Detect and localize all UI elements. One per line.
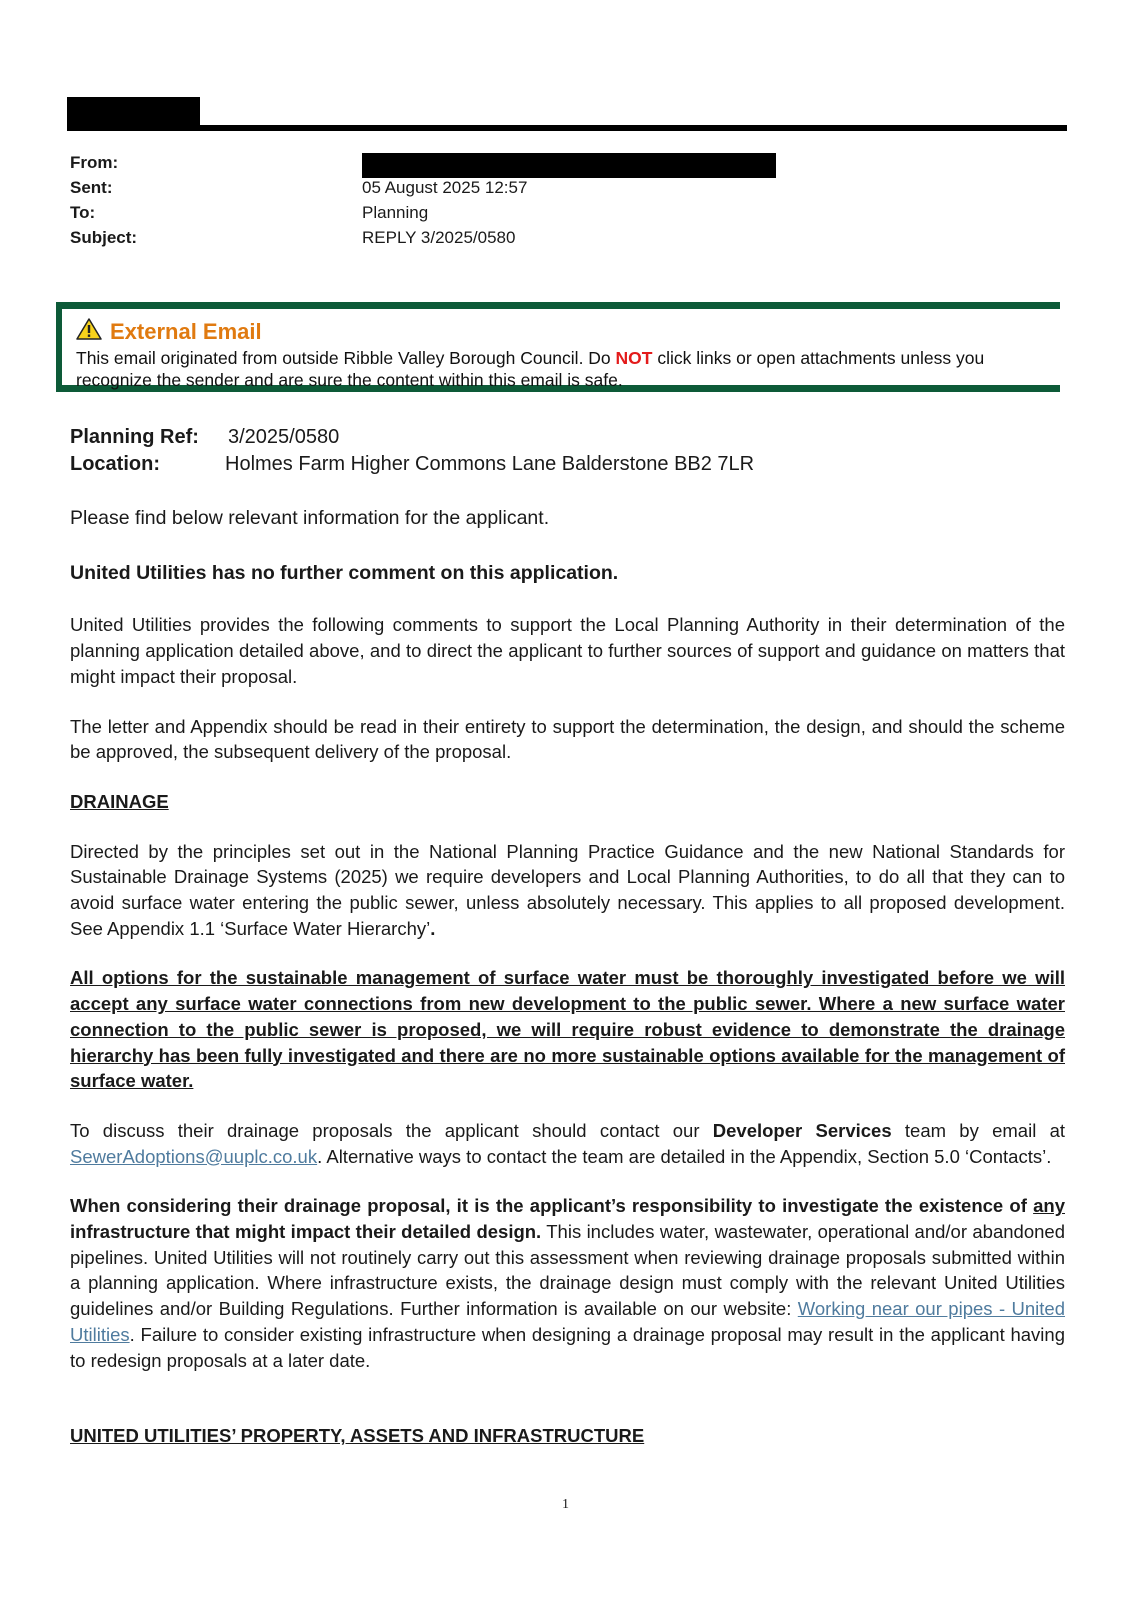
drainage-heading: DRAINAGE [70,790,169,812]
external-email-warning [76,347,1056,391]
subject-label: Subject: [70,228,138,247]
from-label: From: [70,153,119,172]
developer-services-paragraph [70,1118,1065,1169]
page-number: 1 [562,1497,569,1512]
banner-text-start: This email originated from outside Ribble Valley Borough Council. Do [76,348,616,368]
support-paragraph: United Utilities provides the following comments to support the Local Planning Authority in their determination of the planning application detailed above, and to direct the applicant to further sources of support and guidance on matters that might impact their proposal. [70,614,1065,687]
location-label: Location: [70,453,160,475]
sewer-adoptions-email-link[interactable]: SewerAdoptions@uuplc.co.uk [70,1145,318,1167]
drainage-principles-end: . [430,917,436,939]
external-email-banner [56,302,1060,392]
infra-bold-end: infrastructure that might impact their detailed design. [70,1221,542,1243]
location-row [70,451,1065,478]
sent-row [70,175,1050,200]
subject-value: REPLY 3/2025/0580 [362,228,516,247]
working-near-pipes-link[interactable]: Working near our pipes - United Utilities [70,1298,1066,1345]
location-value: Holmes Farm Higher Commons Lane Balderstone BB2 7LR [225,453,755,475]
sent-label: Sent: [70,178,113,197]
property-assets-heading: UNITED UTILITIES’ PROPERTY, ASSETS AND INFRASTRUCTURE [70,1425,645,1447]
banner-not-emphasis: NOT [615,348,653,368]
no-comment-statement: United Utilities has no further comment on this application. [70,561,619,584]
email-body [70,424,1065,1449]
infra-text-start: This includes water, wastewater, operational and/or abandoned pipelines. United Utilities will not routinely carry out this assessment when reviewing drainage proposals submitted within a planning application. Where infrastructure exists, the drainage design must comply with the relevant United Utilities guidelines and/or Building Regulations. Further information is available on our website: [70,1221,1065,1320]
warning-triangle-icon [76,317,102,347]
contact-text-middle: team by email at [891,1119,1065,1141]
email-header [70,150,1050,250]
infra-bold-any: any [1033,1195,1065,1217]
redaction-block-sender-name [67,97,200,127]
surface-water-requirement: All options for the sustainable management of surface water must be thoroughly investigated before we will accept any surface water connections from new development to the public sewer. Where a new surface water connection to the public sewer is proposed, we will require robust evidence to demonstrate the drainage hierarchy has been fully investigated and there are no more sustainable options available for the management of surface water. [70,967,1065,1092]
planning-ref-value: 3/2025/0580 [228,426,340,448]
contact-text-end: . Alternative ways to contact the team are detailed in the Appendix, Section 5.0 ‘Contacts’. [317,1145,1052,1167]
banner-text-end: click links or open attachments unless you recognize the sender and are sure the content within this email is safe. [76,348,985,390]
contact-text-start: To discuss their drainage proposals the applicant should contact our [70,1119,713,1141]
sent-value: 05 August 2025 12:57 [362,178,528,197]
from-row [70,150,1050,175]
intro-paragraph: Please find below relevant information for the applicant. [70,507,550,529]
planning-ref-label: Planning Ref: [70,426,199,448]
infrastructure-paragraph [70,1193,1065,1373]
to-label: To: [70,203,96,222]
to-value: Planning [362,203,429,222]
to-row [70,200,1050,225]
external-email-title [76,317,262,347]
appendix-paragraph: The letter and Appendix should be read in their entirety to support the determination, the design, and should the scheme be approved, the subsequent delivery of the proposal. [70,715,1065,763]
developer-services-label: Developer Services [712,1119,892,1141]
planning-ref-row [70,424,1065,451]
infra-text-end: . Failure to consider existing infrastructure when designing a drainage proposal may result in the applicant having to redesign proposals at a later date. [70,1323,1065,1371]
drainage-principles-paragraph [70,839,1065,942]
subject-row [70,225,1050,250]
header-rule [67,125,1067,131]
external-email-title-text: External Email [110,319,262,344]
infra-bold-start: When considering their drainage proposal, it is the applicant’s responsibility to investigate the existence of [70,1195,1034,1217]
drainage-principles-text: Directed by the principles set out in the National Planning Practice Guidance and the new National Standards for Sustainable Drainage Systems (2025) we require developers and Local Planning Authorities, to do all that they can to avoid surface water entering the public sewer, unless absolutely necessary. This applies to all proposed development. See Appendix 1.1 ‘Surface Water Hierarchy’ [70,840,1065,939]
